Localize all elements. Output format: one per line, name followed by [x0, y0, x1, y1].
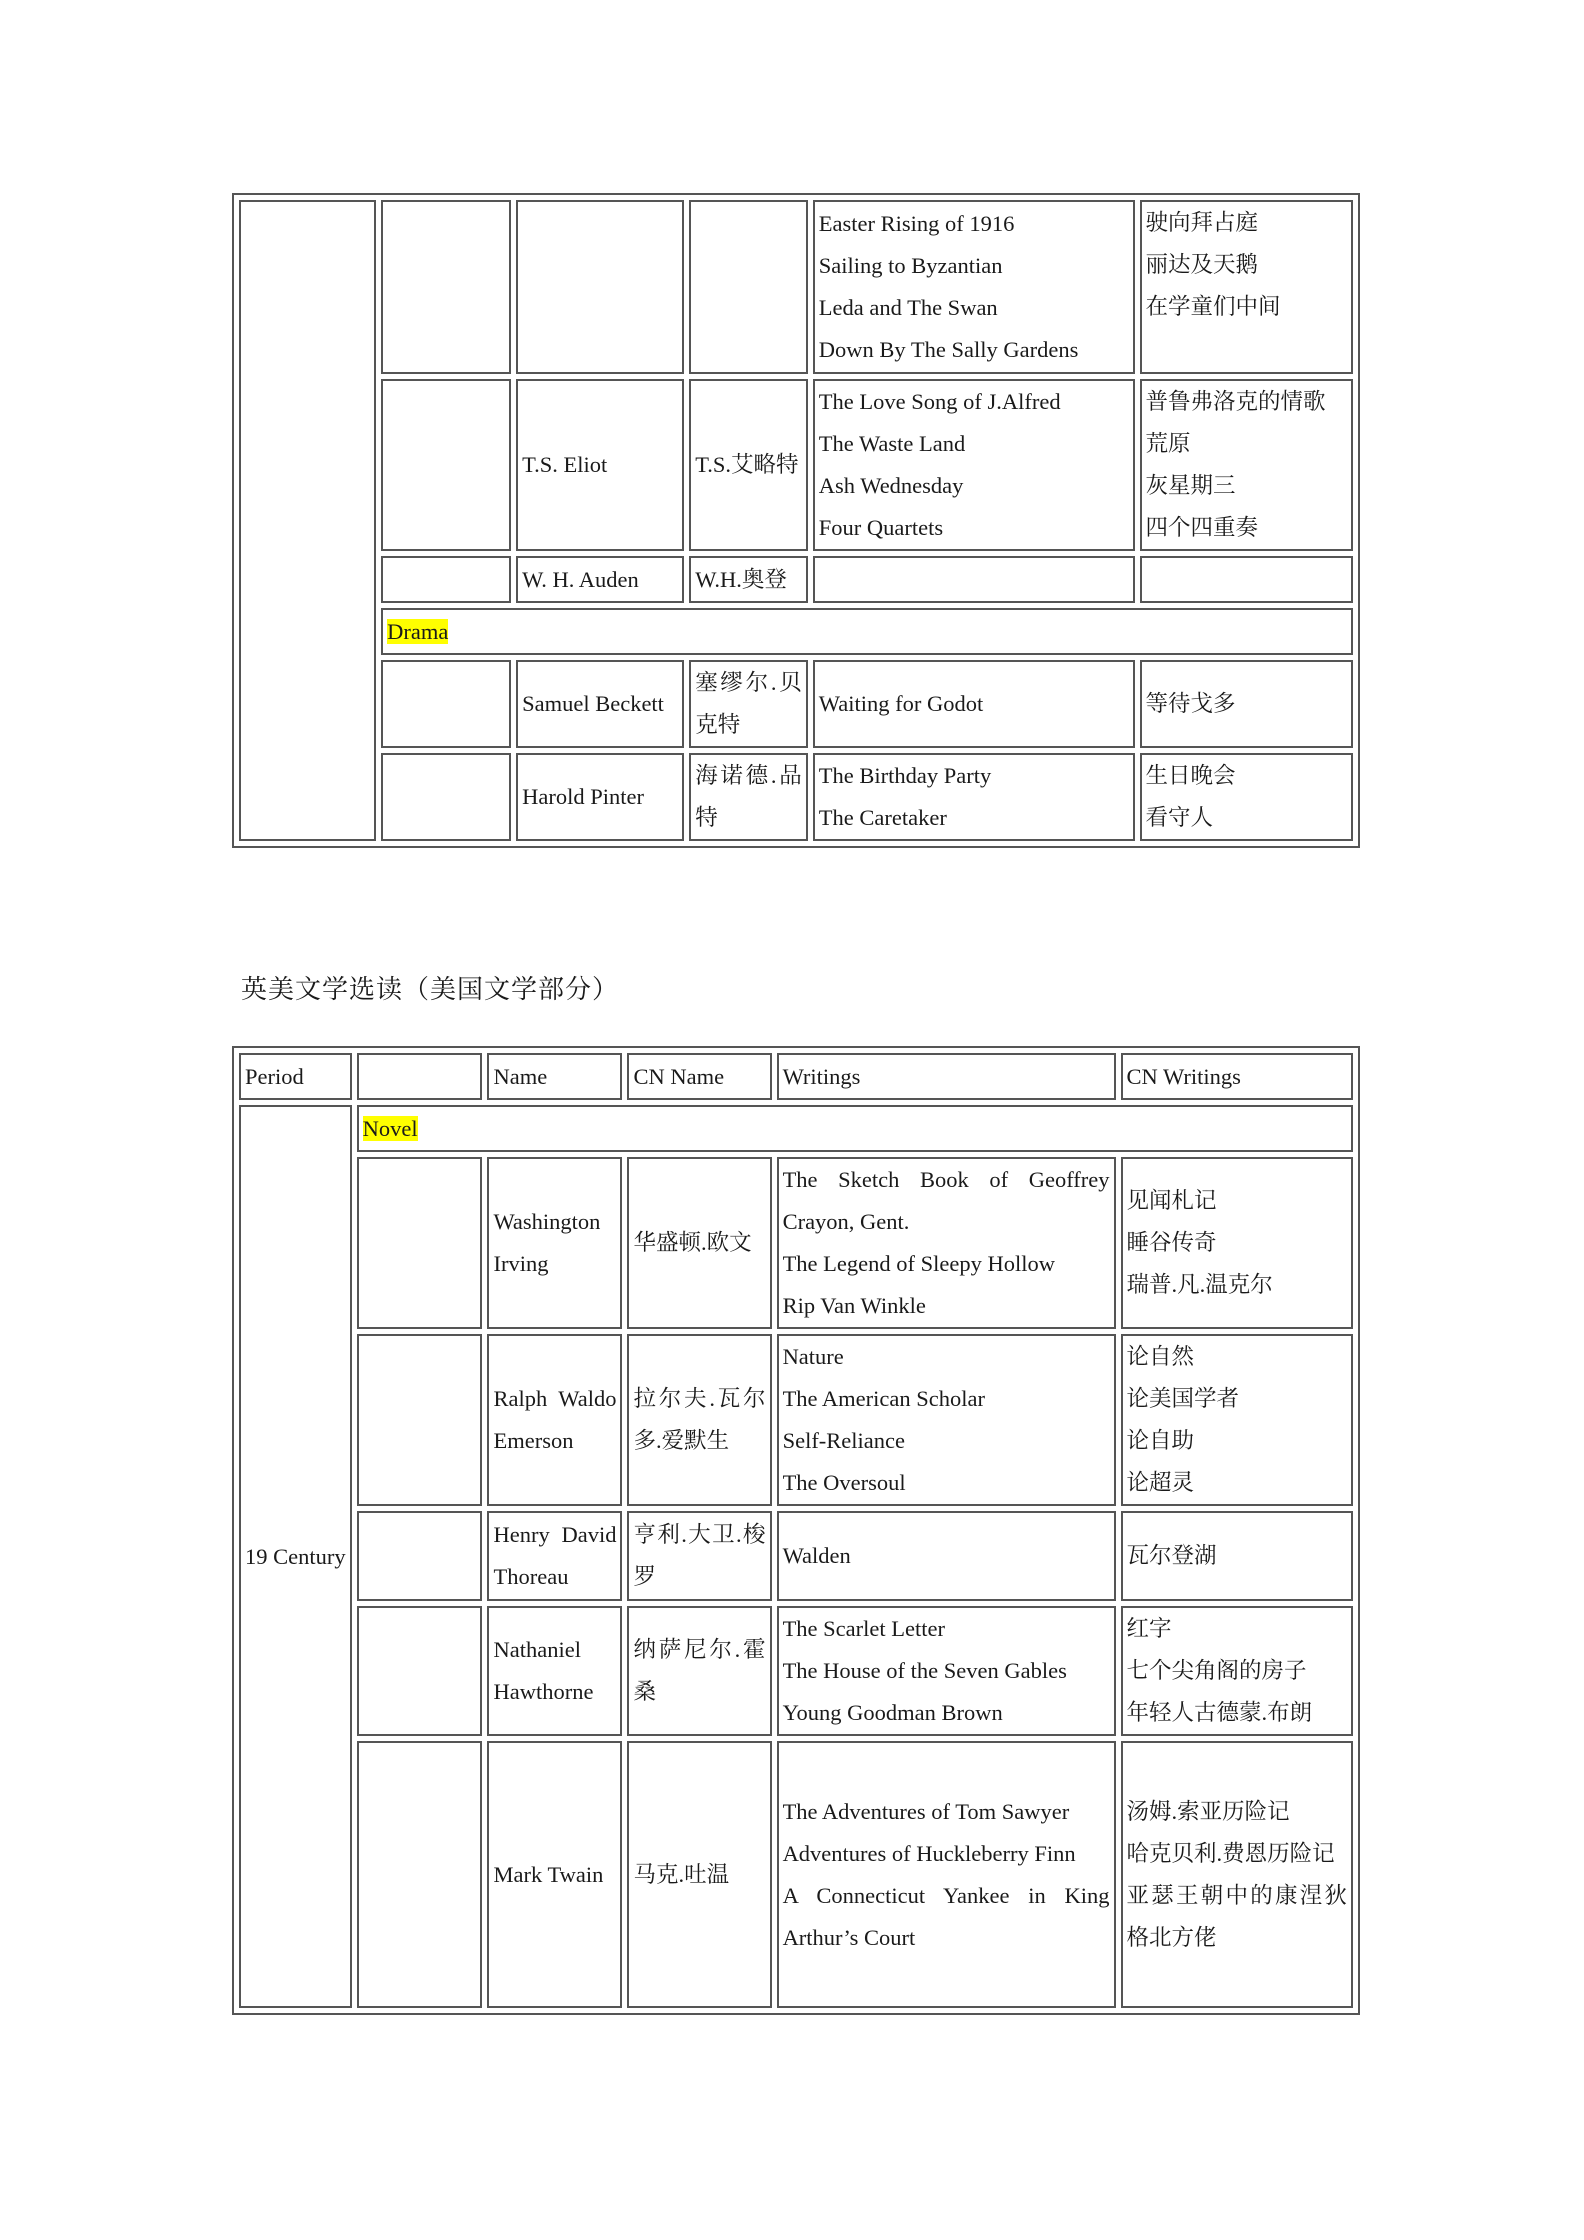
- author-cn-name-cell: W.H.奥登: [689, 556, 808, 603]
- cn-writings-cell: [1121, 1334, 1353, 1506]
- cn-writings-cell: [1140, 379, 1353, 551]
- header-row: [239, 1053, 1353, 1100]
- cn-writing-title: 在学童们中间: [1145, 294, 1281, 319]
- header-writings: Writings: [777, 1053, 1116, 1100]
- writings-cell: [777, 1606, 1116, 1736]
- cn-writing-title: 普鲁弗洛克的情歌: [1145, 389, 1326, 414]
- cn-writing-title: 等待戈多: [1145, 691, 1236, 716]
- writings-cell: [777, 1334, 1116, 1506]
- author-name-cell: Mark Twain: [487, 1741, 622, 2008]
- writing-title: The Adventures of Tom Sawyer: [782, 1798, 1070, 1824]
- table-row: [239, 753, 1353, 841]
- author-name-cell: Henry David Thoreau: [487, 1511, 622, 1601]
- cn-writing-title: 亚瑟王朝中的康涅狄格北方佬: [1126, 1882, 1347, 1950]
- writing-title: The Legend of Sleepy Hollow: [782, 1251, 1055, 1276]
- cn-writing-title: 看守人: [1145, 805, 1214, 830]
- cn-writing-title: 论超灵: [1126, 1470, 1195, 1495]
- cn-writing-title: 丽达及天鹅: [1145, 252, 1259, 277]
- cn-writings-cell: [1121, 1741, 1353, 2008]
- author-cn-name-cell: [689, 200, 808, 374]
- header-name: Name: [487, 1053, 622, 1100]
- genre-label: Novel: [362, 1115, 418, 1141]
- cn-writing-title: 论自然: [1126, 1344, 1195, 1369]
- author-name-cell: Ralph Waldo Emerson: [487, 1334, 622, 1506]
- cn-writing-title: 红字: [1126, 1616, 1172, 1641]
- writings-cell: [777, 1511, 1116, 1601]
- writings-cell: [813, 753, 1135, 841]
- period-label: 19 Century: [245, 1543, 346, 1569]
- cn-writing-title: 论美国学者: [1126, 1386, 1240, 1411]
- writing-title: The Caretaker: [818, 805, 947, 830]
- blank-cell: [381, 753, 511, 841]
- writing-title: The Birthday Party: [818, 763, 992, 788]
- cn-writings-cell: [1140, 753, 1353, 841]
- header-period: Period: [239, 1053, 352, 1100]
- author-cn-name-cell: 海诺德.品特: [689, 753, 808, 841]
- section-row: [239, 1105, 1353, 1152]
- table-row: [239, 200, 1353, 374]
- writing-title: Leda and The Swan: [818, 295, 998, 320]
- genre-label-cell: [381, 608, 1353, 655]
- british-literature-table: [232, 193, 1360, 848]
- writing-title: Waiting for Godot: [818, 691, 984, 716]
- writing-title: Rip Van Winkle: [782, 1293, 926, 1318]
- blank-cell: [381, 660, 511, 748]
- blank-cell: [381, 200, 511, 374]
- writing-title: Down By The Sally Gardens: [818, 337, 1079, 362]
- cn-writing-title: 年轻人古德蒙.布朗: [1126, 1700, 1313, 1725]
- writings-cell: [813, 200, 1135, 374]
- blank-cell: [381, 379, 511, 551]
- writing-title: The Oversoul: [782, 1470, 906, 1495]
- table-row: [239, 1741, 1353, 2008]
- blank-cell: [357, 1741, 483, 2008]
- cn-writing-title: 哈克贝利.费恩历险记: [1126, 1840, 1335, 1866]
- header-cn-writings: CN Writings: [1121, 1053, 1353, 1100]
- blank-cell: [381, 556, 511, 603]
- period-cell: [239, 200, 376, 841]
- table-row: [239, 556, 1353, 603]
- cn-writing-title: 七个尖角阁的房子: [1126, 1658, 1307, 1683]
- writings-cell: [813, 556, 1135, 603]
- blank-cell: [357, 1157, 483, 1329]
- table-row: [239, 660, 1353, 748]
- author-name-cell: Washington Irving: [487, 1157, 622, 1329]
- author-name-cell: W. H. Auden: [516, 556, 684, 603]
- american-literature-table: [232, 1046, 1360, 2015]
- writing-title: The Scarlet Letter: [782, 1616, 945, 1641]
- cn-writings-cell: [1140, 660, 1353, 748]
- cn-writing-title: 驶向拜占庭: [1145, 210, 1259, 235]
- cn-writing-title: 睡谷传奇: [1126, 1230, 1217, 1255]
- cn-writings-cell: [1140, 200, 1353, 374]
- cn-writing-title: 瓦尔登湖: [1126, 1543, 1217, 1568]
- writings-cell: [813, 660, 1135, 748]
- writing-title: Easter Rising of 1916: [818, 211, 1015, 236]
- author-cn-name-cell: 塞缪尔.贝克特: [689, 660, 808, 748]
- author-cn-name-cell: 马克.吐温: [627, 1741, 771, 2008]
- writing-title: Young Goodman Brown: [782, 1700, 1003, 1725]
- writing-title: The Love Song of J.Alfred: [818, 389, 1061, 414]
- writing-title: Sailing to Byzantian: [818, 253, 1003, 278]
- cn-writing-title: 生日晚会: [1145, 763, 1236, 788]
- writings-cell: [777, 1157, 1116, 1329]
- cn-writing-title: 荒原: [1145, 431, 1191, 456]
- writing-title: Four Quartets: [818, 515, 944, 540]
- genre-label-cell: [357, 1105, 1353, 1152]
- section-row: [239, 608, 1353, 655]
- writing-title: A Connecticut Yankee in King Arthur’s Court: [782, 1882, 1110, 1950]
- author-cn-name-cell: 拉尔夫.瓦尔多.爱默生: [627, 1334, 771, 1506]
- author-cn-name-cell: 纳萨尼尔.霍桑: [627, 1606, 771, 1736]
- table-row: [239, 1511, 1353, 1601]
- author-cn-name-cell: 亨利.大卫.梭罗: [627, 1511, 771, 1601]
- author-name-cell: T.S. Eliot: [516, 379, 684, 551]
- author-cn-name-cell: 华盛顿.欧文: [627, 1157, 771, 1329]
- header-blank: [357, 1053, 483, 1100]
- author-name-cell: Nathaniel Hawthorne: [487, 1606, 622, 1736]
- header-cn-name: CN Name: [627, 1053, 771, 1100]
- cn-writing-title: 四个四重奏: [1145, 515, 1259, 540]
- cn-writings-cell: [1140, 556, 1353, 603]
- table-row: [239, 1334, 1353, 1506]
- table-row: [239, 1157, 1353, 1329]
- writing-title: Ash Wednesday: [818, 473, 964, 498]
- writing-title: The House of the Seven Gables: [782, 1658, 1067, 1683]
- cn-writings-cell: [1121, 1511, 1353, 1601]
- author-name-cell: [516, 200, 684, 374]
- period-cell: [239, 1105, 352, 2008]
- blank-cell: [357, 1511, 483, 1601]
- writing-title: The Waste Land: [818, 431, 966, 456]
- cn-writing-title: 论自助: [1126, 1428, 1195, 1453]
- writing-title: Walden: [782, 1543, 851, 1568]
- cn-writing-title: 见闻札记: [1126, 1188, 1217, 1213]
- author-name-cell: Harold Pinter: [516, 753, 684, 841]
- cn-writings-cell: [1121, 1157, 1353, 1329]
- writing-title: The American Scholar: [782, 1386, 985, 1411]
- writing-title: Nature: [782, 1344, 844, 1369]
- cn-writing-title: 瑞普.凡.温克尔: [1126, 1272, 1273, 1297]
- cn-writing-title: 汤姆.索亚历险记: [1126, 1798, 1290, 1824]
- writing-title: The Sketch Book of Geoffrey Crayon, Gent.: [782, 1167, 1110, 1234]
- cn-writing-title: 灰星期三: [1145, 473, 1236, 498]
- blank-cell: [357, 1606, 483, 1736]
- table-row: [239, 1606, 1353, 1736]
- writing-title: Self-Reliance: [782, 1428, 906, 1453]
- genre-label: Drama: [387, 618, 449, 644]
- section-title: 英美文学选读（美国文学部分）: [241, 975, 620, 1004]
- writings-cell: [813, 379, 1135, 551]
- cn-writings-cell: [1121, 1606, 1353, 1736]
- blank-cell: [357, 1334, 483, 1506]
- writing-title: Adventures of Huckleberry Finn: [782, 1840, 1076, 1866]
- author-name-cell: Samuel Beckett: [516, 660, 684, 748]
- table-row: [239, 379, 1353, 551]
- author-cn-name-cell: T.S.艾略特: [689, 379, 808, 551]
- writings-cell: [777, 1741, 1116, 2008]
